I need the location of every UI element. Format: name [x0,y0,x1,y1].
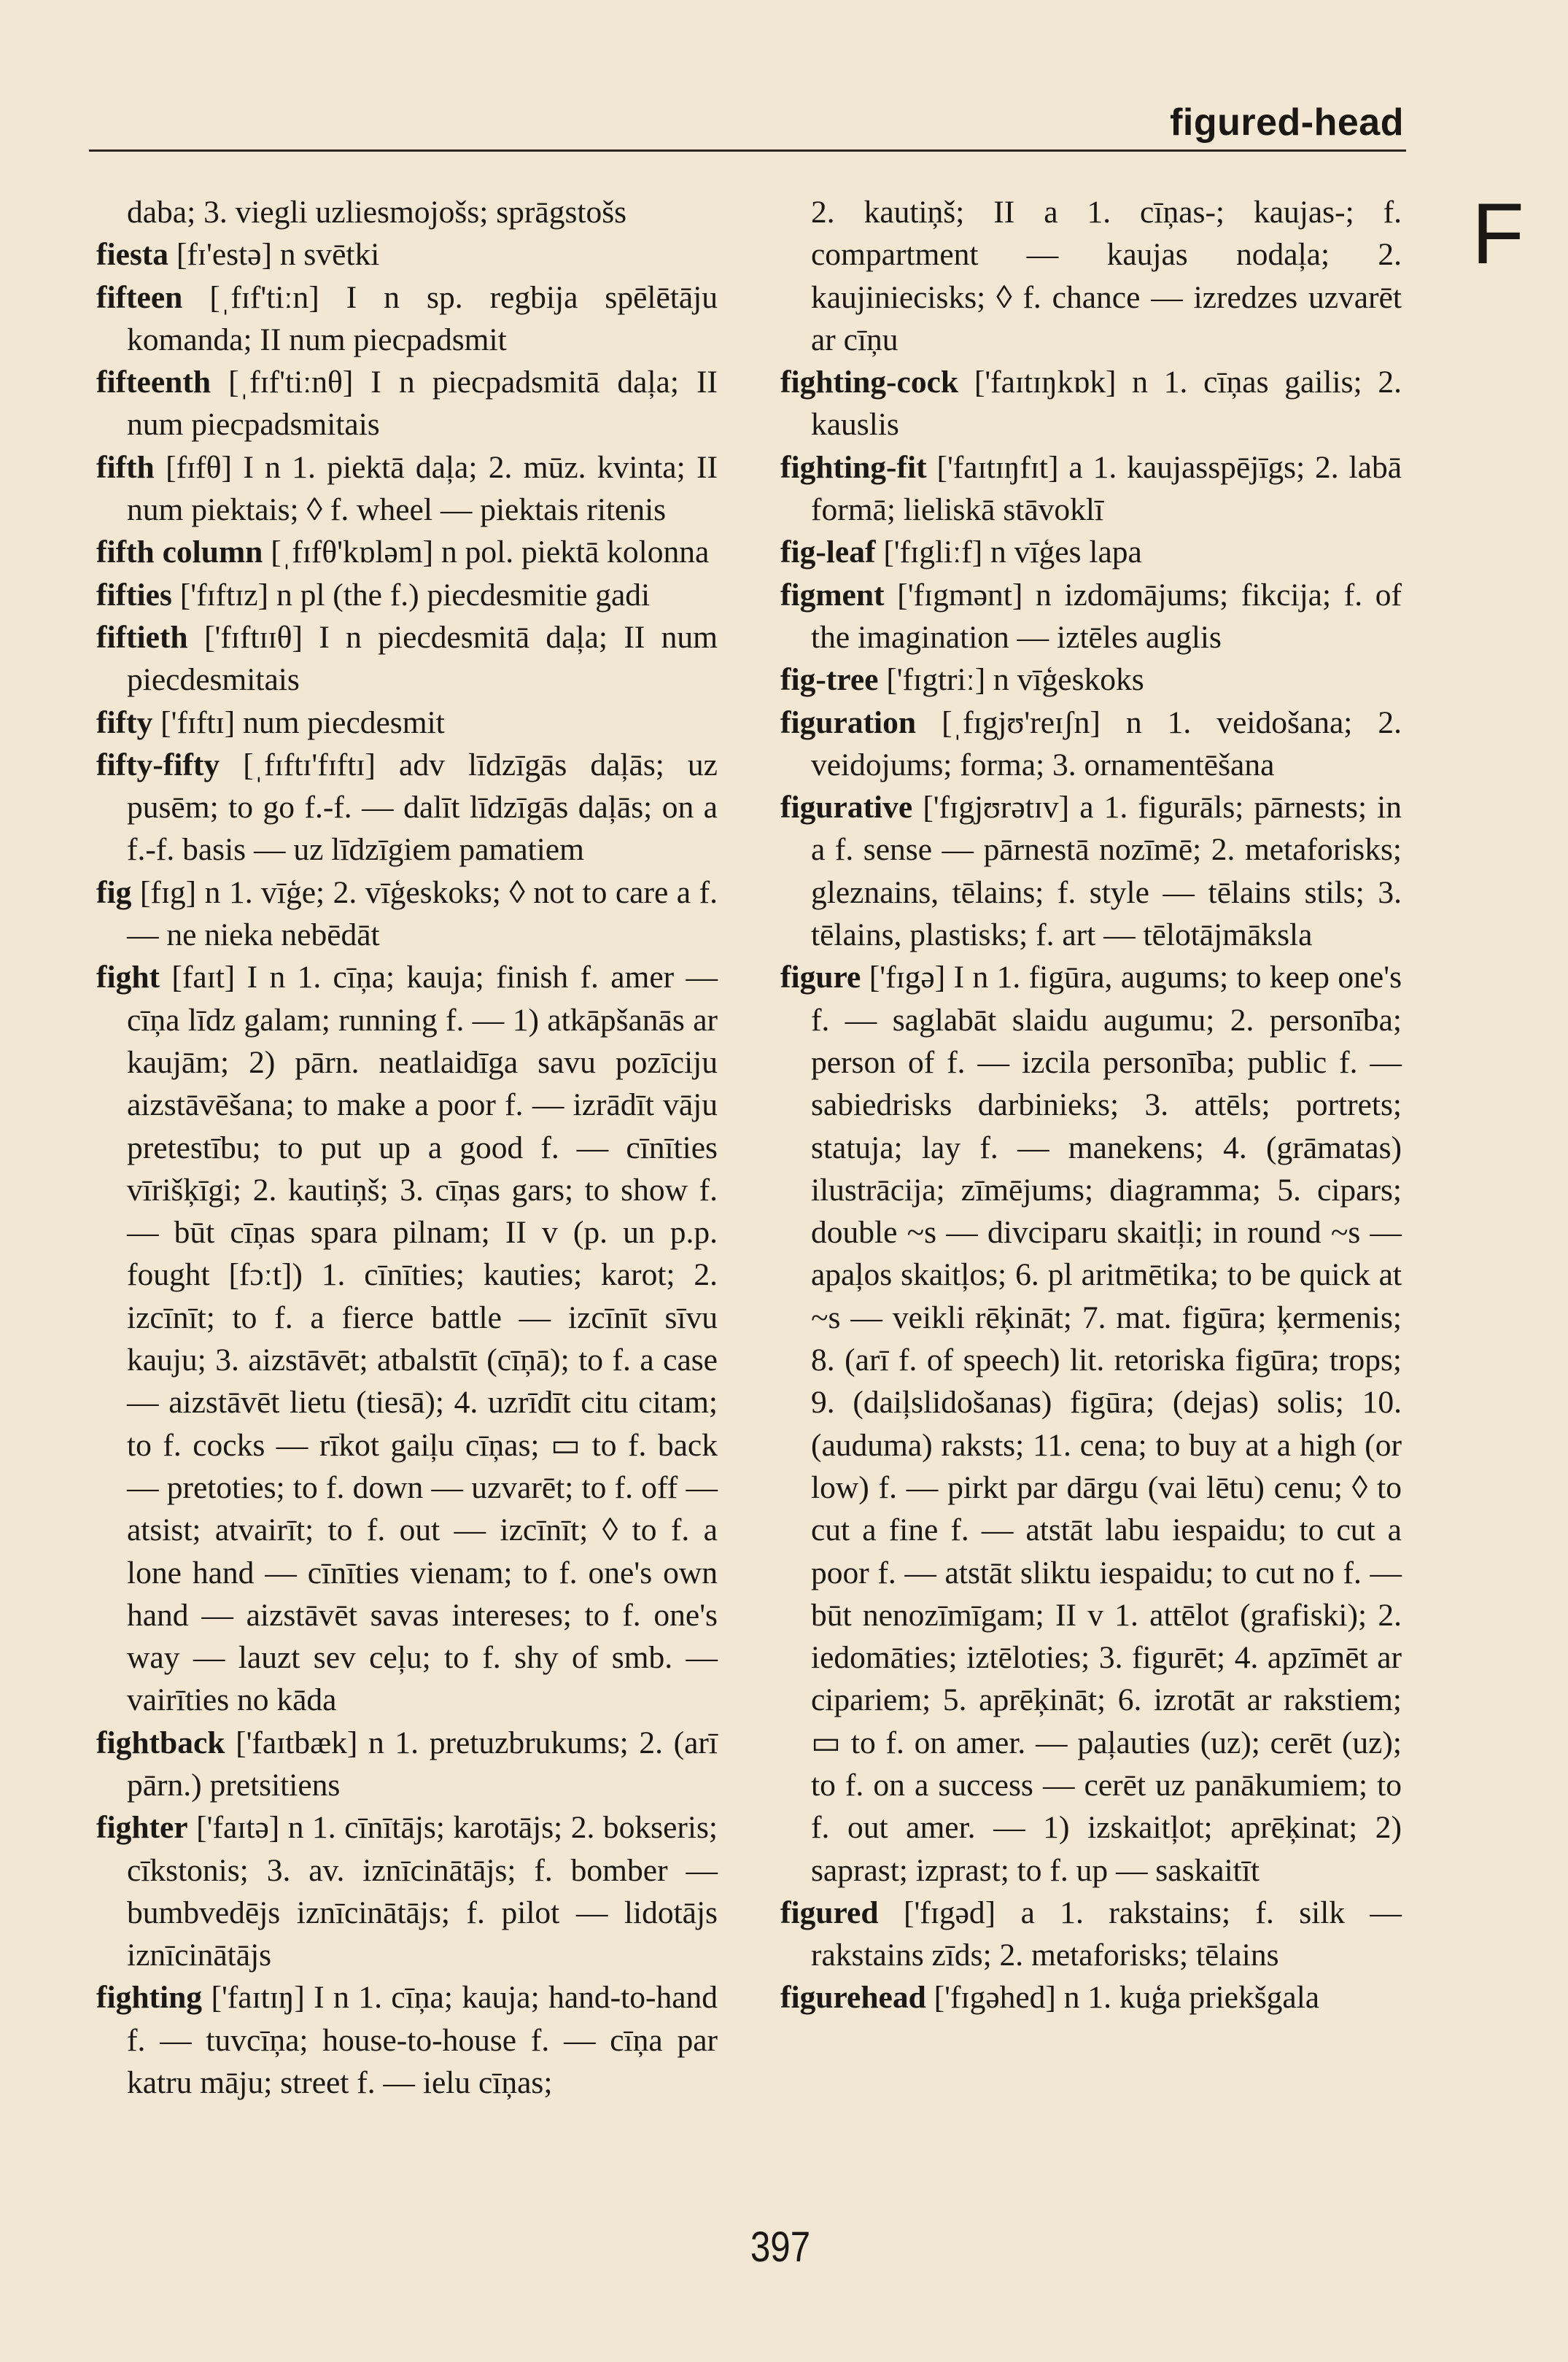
entry-headword: fifteenth [96,365,211,400]
dictionary-entry [96,233,718,276]
entry-definition: ['faɪtɪŋ] I n 1. cīņa; kauja; hand-to-hand f. — tuvcīņa; house-to-house f. — cīņa par katru māju; street f. — ielu cīņas; [127,1980,718,2101]
running-head: figured-head [1170,101,1404,144]
entry-headword: fiftieth [96,619,188,655]
dictionary-entry [780,361,1402,446]
entry-headword: fight [96,960,160,995]
entry-definition: [ˌfɪfθ'kɒləm] n pol. piektā kolonna [271,535,710,570]
entry-definition: 2. kautiņš; II a 1. cīņas-; kaujas-; f. compartment — kaujas nodaļa; 2. kaujiniecisks; ◊ f. chance — izredzes uzvarēt ar cīņu [811,195,1402,357]
entry-headword: fig-leaf [780,535,876,570]
entry-headword: fifth [96,449,155,485]
entry-headword: figured [780,1895,879,1930]
dictionary-entry [96,744,718,871]
dictionary-entry [96,702,718,744]
entry-definition: [fɪfθ] I n 1. piektā daļa; 2. mūz. kvinta; II num piektais; ◊ f. wheel — piektais ritenis [127,449,718,528]
dictionary-entry [96,574,718,616]
entry-definition: [fɪg] n 1. vīģe; 2. vīģeskoks; ◊ not to care a f. — ne nieka nebēdāt [127,874,718,953]
entry-definition: ['faɪtbæk] n 1. pretuzbrukums; 2. (arī pārn.) pretsitiens [127,1725,718,1803]
dictionary-entry [96,531,718,573]
entry-definition: [ˌfɪf'tiːnθ] I n piecpadsmitā daļa; II num piecpadsmitais [127,365,718,443]
entry-definition: ['fɪftɪz] n pl (the f.) piecdesmitie gadi [179,577,651,613]
dictionary-entry [780,191,1402,361]
right-column [780,191,1402,2019]
entry-definition: ['faɪtə] n 1. cīnītājs; karotājs; 2. bokseris; cīkstonis; 3. av. iznīcinātājs; f. bomber — bumbvedējs iznīcinātājs; f. pilot — lidotājs iznīcinātājs [127,1810,718,1973]
dictionary-entry [96,616,718,702]
dictionary-entry [96,191,718,233]
entry-headword: figment [780,577,885,613]
entry-headword: fifth column [96,535,263,570]
entry-headword: fighting-cock [780,365,959,400]
entry-headword: fifty [96,704,153,740]
entry-headword: fifties [96,577,172,613]
dictionary-entry [780,786,1402,956]
entry-definition: ['fɪgəd] a 1. rakstains; f. silk — rakstains zīds; 2. metaforisks; tēlains [811,1895,1402,1973]
header-rule [89,149,1406,152]
entry-definition: [ˌfɪgjʊ'reɪʃn] n 1. veidošana; 2. veidojums; forma; 3. ornamentēšana [811,704,1402,782]
entry-headword: fighting-fit [780,449,927,485]
entry-headword: figure [780,960,861,995]
entry-definition: daba; 3. viegli uzliesmojošs; sprāgstošs [127,195,627,230]
entry-definition: ['fɪgəhed] n 1. kuģa priekšgala [934,1980,1320,2016]
entry-headword: figuration [780,704,917,740]
dictionary-entry [96,871,718,957]
entry-definition: ['fɪftɪɪθ] I n piecdesmitā daļa; II num piecdesmitais [127,619,718,698]
entry-definition: ['faɪtɪŋfɪt] a 1. kaujasspējīgs; 2. labā formā; lieliskā stāvoklī [811,449,1402,528]
entry-definition: ['fɪgə] I n 1. figūra, augums; to keep one's f. — saglabāt slaidu augumu; 2. personība; person of f. — izcila personība; public f. — sabiedrisks darbinieks; 3. attēls; portrets; statuja; lay f. — manekens; 4. (grāmatas) ilustrācija; zīmējums; diagramma; 5. cipars; double ~s — divciparu skaitļi; in round ~s — apaļos skaitļos; 6. pl aritmētika; to be quick at ~s — veikli rēķināt; 7. mat. figūra; ķermenis; 8. (arī f. of speech) lit. retoriska figūra; trops; 9. (daiļslidošanas) figūra; (dejas) solis; 10. (auduma) raksts; 11. cena; to buy at a high (or low) f. — pirkt par dārgu (vai lētu) cenu; ◊ to cut a fine f. — atstāt labu iespaidu; to cut a poor f. — atstāt sliktu iespaidu; to cut no f. — būt nenozīmīgam; II v 1. attēlot (grafiski); 2. iedomāties; iztēloties; 3. figurēt; 4. apzīmēt ar cipariem; 5. aprēķināt; 6. izrotāt ar rakstiem; ▭ to f. on amer. — paļauties (uz); cerēt (uz); to f. on a success — cerēt uz panākumiem; to f. out amer. — 1) izskaitļot; aprēķinat; 2) saprast; izprast; to f. up — saskaitīt [811,960,1402,1888]
entry-definition: [fɪ'estə] n svētki [176,237,380,273]
dictionary-entry [96,446,718,532]
entry-definition: ['fɪgtriː] n vīģeskoks [886,662,1144,698]
dictionary-entry [96,361,718,446]
entry-headword: fightback [96,1725,225,1760]
entry-headword: fighter [96,1810,188,1846]
entry-definition: ['fɪgliːf] n vīģes lapa [883,535,1142,570]
dictionary-entry [780,702,1402,787]
entry-headword: fifteen [96,279,183,315]
entry-headword: fighting [96,1980,203,2016]
dictionary-entry [780,446,1402,532]
letter-tab: F [1471,186,1524,282]
page-number: 397 [750,2223,811,2271]
dictionary-entry [780,531,1402,573]
entry-headword: fifty-fifty [96,747,220,782]
dictionary-entry [96,1976,718,2104]
entry-definition: [ˌfɪf'tiːn] I n sp. regbija spēlētāju komanda; II num piecpadsmit [127,279,718,357]
dictionary-entry [96,1806,718,1976]
entry-headword: fig-tree [780,662,879,698]
entry-headword: figurative [780,790,913,825]
dictionary-entry [96,1722,718,1807]
entry-definition: ['fɪgjʊrətɪv] a 1. figurāls; pārnests; in a f. sense — pārnestā nozīmē; 2. metaforisks; gleznains, tēlains; f. style — tēlains stils; 3. tēlains, plastisks; f. art — tēlotājmāksla [811,790,1402,953]
dictionary-entry [780,956,1402,1892]
dictionary-entry [780,574,1402,659]
dictionary-entry [780,1976,1402,2019]
dictionary-entry [96,276,718,362]
entry-headword: figurehead [780,1980,926,2016]
entry-definition: ['fɪftɪ] num piecdesmit [160,704,445,740]
dictionary-entry [780,659,1402,701]
entry-definition: [faɪt] I n 1. cīņa; kauja; finish f. amer — cīņa līdz galam; running f. — 1) atkāpšanās ar kaujām; 2) pārn. neatlaidīga savu pozīciju aizstāvēšana; to make a poor f. — izrādīt vāju pretestību; to put up a good f. — cīnīties vīrišķīgi; 2. kautiņš; 3. cīņas gars; to show f. — būt cīņas spara pilnam; II v (p. un p.p. fought [fɔːt]) 1. cīnīties; kauties; karot; 2. izcīnīt; to f. a fierce battle — izcīnīt sīvu kauju; 3. aizstāvēt; atbalstīt (cīņā); to f. a case — aizstāvēt lietu (tiesā); 4. uzrīdīt citu citam; to f. cocks — rīkot gaiļu cīņas; ▭ to f. back — pretoties; to f. down — uzvarēt; to f. off — atsist; atvairīt; to f. out — izcīnīt; ◊ to f. a lone hand — cīnīties vienam; to f. one's own hand — aizstāvēt savas intereses; to f. one's way — lauzt sev ceļu; to f. shy of smb. — vairīties no kāda [127,960,718,1718]
entry-definition: [ˌfɪftɪ'fɪftɪ] adv līdzīgās daļās; uz pusēm; to go f.-f. — dalīt līdzīgās daļās; on a f.-f. basis — uz līdzīgiem pamatiem [127,747,718,868]
entry-headword: fiesta [96,237,169,273]
entry-headword: fig [96,874,132,910]
entry-definition: ['faɪtɪŋkɒk] n 1. cīņas gailis; 2. kauslis [811,365,1402,443]
left-column [96,191,718,2104]
entry-definition: ['fɪgmənt] n izdomājums; fikcija; f. of the imagination — iztēles auglis [811,577,1402,655]
dictionary-entry [780,1892,1402,1977]
dictionary-entry [96,956,718,1721]
